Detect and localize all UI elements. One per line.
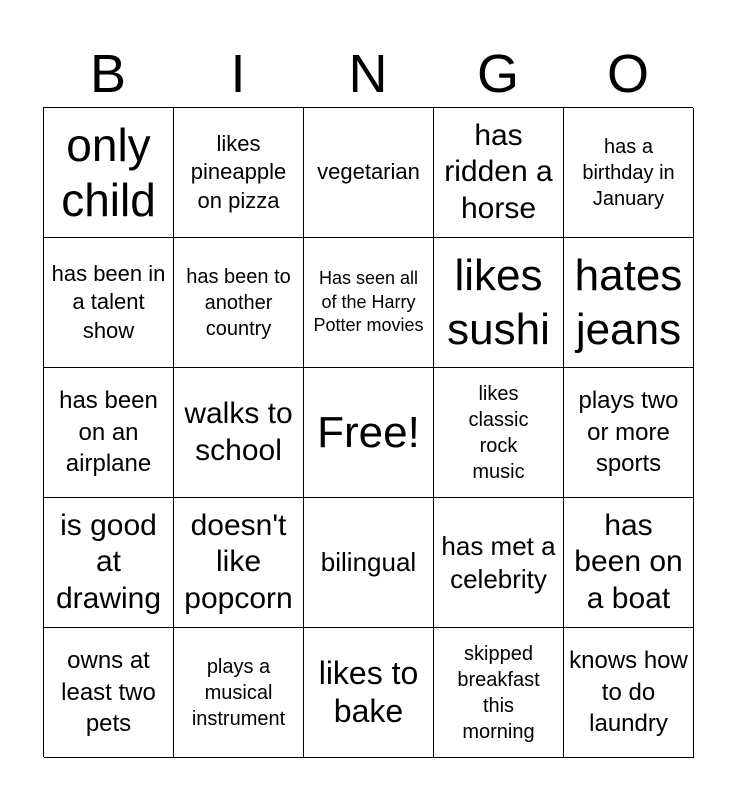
cell-text: only child	[61, 119, 156, 226]
bingo-cell[interactable]	[434, 238, 564, 368]
bingo-cell[interactable]	[174, 368, 304, 498]
bingo-cell[interactable]	[564, 628, 694, 758]
bingo-cell[interactable]	[434, 628, 564, 758]
bingo-cell[interactable]	[304, 238, 434, 368]
cell-text: owns at least two pets	[61, 646, 156, 738]
cell-text: likes to bake	[318, 654, 419, 729]
bingo-cell[interactable]	[44, 498, 174, 628]
bingo-cell[interactable]	[304, 628, 434, 758]
cell-text: knows how to do laundry	[569, 646, 688, 738]
bingo-cell[interactable]	[174, 628, 304, 758]
cell-text: vegetarian	[317, 159, 420, 185]
cell-text: hates jeans	[574, 250, 683, 354]
bingo-cell[interactable]	[434, 498, 564, 628]
cell-text: walks to school	[184, 396, 293, 467]
header-letter-n: N	[348, 44, 388, 104]
bingo-cell[interactable]	[304, 498, 434, 628]
header-letter-i: I	[230, 44, 246, 104]
bingo-cell[interactable]	[174, 108, 304, 238]
cell-text: is good at drawing	[55, 508, 162, 615]
cell-text: has been on an airplane	[59, 386, 158, 478]
bingo-cell[interactable]	[564, 108, 694, 238]
bingo-cell[interactable]	[304, 368, 434, 498]
cell-text: plays two or more sports	[578, 386, 679, 478]
bingo-cell[interactable]	[564, 498, 694, 628]
cell-text: likes classic rock music	[468, 382, 529, 483]
cell-text: has met a celebrity	[441, 531, 556, 594]
bingo-cell[interactable]	[44, 368, 174, 498]
cell-text: has a birthday in January	[582, 135, 675, 210]
bingo-card-grid	[43, 107, 693, 757]
header-letter-o: O	[606, 44, 649, 104]
bingo-cell[interactable]	[434, 368, 564, 498]
bingo-cell[interactable]	[44, 628, 174, 758]
cell-text: has been in a talent show	[51, 260, 166, 343]
cell-text: skipped breakfast this morning	[457, 642, 540, 743]
cell-text: has ridden a horse	[444, 118, 553, 225]
cell-text: has been to another country	[186, 265, 291, 340]
bingo-cell[interactable]	[304, 108, 434, 238]
cell-text: has been on a boat	[574, 508, 683, 615]
cell-text: plays a musical instrument	[191, 655, 286, 730]
cell-text: likes pineapple on pizza	[190, 130, 287, 213]
bingo-cell[interactable]	[44, 108, 174, 238]
bingo-cell[interactable]	[174, 238, 304, 368]
bingo-cell[interactable]	[174, 498, 304, 628]
cell-text: doesn't like popcorn	[184, 508, 293, 615]
bingo-header	[43, 40, 693, 108]
cell-text: likes sushi	[447, 250, 550, 354]
header-letter-g: G	[476, 44, 519, 104]
header-letter-b: B	[89, 44, 127, 104]
bingo-cell[interactable]	[564, 368, 694, 498]
bingo-cell[interactable]	[564, 238, 694, 368]
cell-text: Has seen all of the Harry Potter movies	[313, 267, 424, 336]
cell-text: Free!	[317, 407, 420, 457]
bingo-cell[interactable]	[44, 238, 174, 368]
cell-text: bilingual	[320, 547, 417, 578]
bingo-cell[interactable]	[434, 108, 564, 238]
